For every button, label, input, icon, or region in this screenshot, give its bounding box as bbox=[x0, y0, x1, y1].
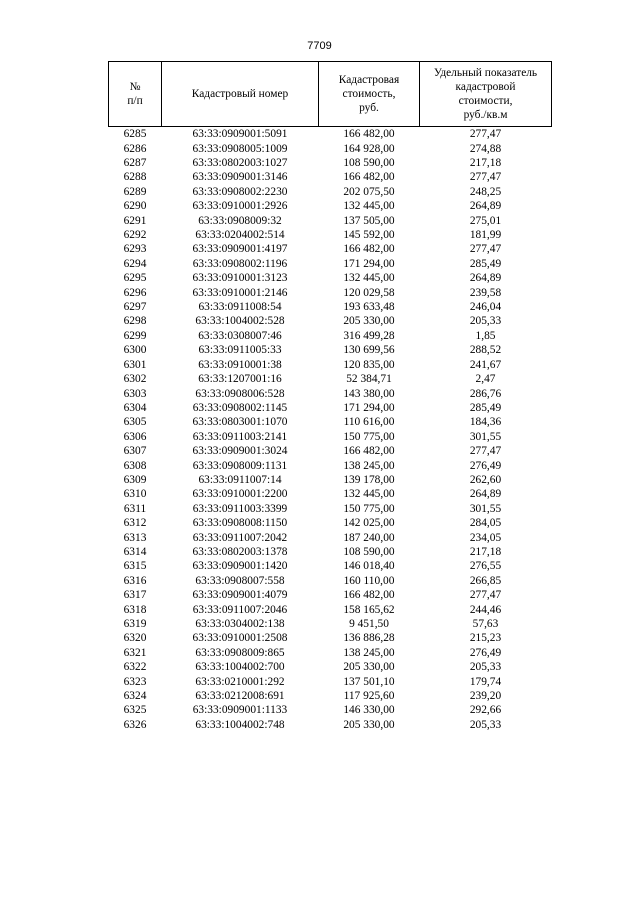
cadastral-number-cell: 63:33:0911003:2141 bbox=[192, 430, 288, 443]
header-unit-line1: Удельный показатель bbox=[433, 67, 538, 79]
row-number-cell: 6303 bbox=[123, 387, 147, 400]
cadastral-number-cell: 63:33:1004002:528 bbox=[195, 315, 285, 328]
unit-value-cell: 205,33 bbox=[469, 718, 502, 731]
row-number-cell: 6306 bbox=[123, 430, 147, 443]
unit-value-cell: 1,85 bbox=[475, 329, 496, 342]
row-number-cell: 6304 bbox=[123, 401, 147, 414]
table-row bbox=[109, 430, 552, 444]
row-number-cell: 6325 bbox=[123, 704, 147, 717]
row-number-cell: 6301 bbox=[123, 358, 147, 371]
unit-value-cell: 205,33 bbox=[469, 315, 502, 328]
cadastral-value-cell: 205 330,00 bbox=[343, 718, 395, 731]
table-row bbox=[109, 631, 552, 645]
cadastral-value-cell: 150 775,00 bbox=[343, 502, 395, 515]
cadastral-value-cell: 202 075,50 bbox=[343, 185, 395, 198]
cadastral-number-cell: 63:33:0908002:1196 bbox=[192, 257, 288, 270]
cadastral-number-cell: 63:33:0910001:2508 bbox=[192, 632, 288, 645]
cadastral-value-cell: 132 445,00 bbox=[343, 200, 395, 213]
cadastral-value-cell: 145 592,00 bbox=[343, 229, 395, 242]
row-number-cell: 6319 bbox=[123, 618, 147, 631]
cadastral-value-cell: 120 835,00 bbox=[343, 358, 395, 371]
cadastral-number-cell: 63:33:0909001:3146 bbox=[192, 171, 288, 184]
cadastral-number-cell: 63:33:0210001:292 bbox=[195, 675, 285, 688]
cadastral-number-cell: 63:33:0908009:32 bbox=[198, 214, 282, 227]
cadastral-value-cell: 120 029,58 bbox=[343, 286, 395, 299]
unit-value-cell: 246,04 bbox=[469, 301, 502, 314]
table-row bbox=[109, 213, 552, 227]
cadastral-number-cell: 63:33:1207001:16 bbox=[198, 373, 282, 386]
table-row bbox=[109, 242, 552, 256]
unit-value-cell: 244,46 bbox=[469, 603, 502, 616]
row-number-cell: 6307 bbox=[123, 445, 147, 458]
unit-value-cell: 285,49 bbox=[469, 257, 502, 270]
cadastral-number-cell: 63:33:0304002:138 bbox=[195, 618, 285, 631]
row-number-cell: 6312 bbox=[123, 517, 147, 530]
table-row bbox=[109, 718, 552, 732]
table-row bbox=[109, 199, 552, 213]
cadastral-number-cell: 63:33:0909001:5091 bbox=[192, 128, 288, 141]
cadastral-number-cell: 63:33:0908007:558 bbox=[195, 574, 285, 587]
cadastral-value-cell: 160 110,00 bbox=[343, 574, 395, 587]
cadastral-value-cell: 205 330,00 bbox=[343, 315, 395, 328]
cadastral-number-cell: 63:33:0911003:3399 bbox=[192, 502, 288, 515]
table-row bbox=[109, 285, 552, 299]
table-row bbox=[109, 358, 552, 372]
row-number-cell: 6324 bbox=[123, 690, 147, 703]
cadastral-number-cell: 63:33:0911007:2042 bbox=[192, 531, 288, 544]
table-row bbox=[109, 185, 552, 199]
row-number-cell: 6314 bbox=[123, 545, 147, 558]
table-row bbox=[109, 257, 552, 271]
header-value-line1: Кадастровая bbox=[338, 74, 400, 86]
unit-value-cell: 276,49 bbox=[469, 459, 502, 472]
header-num-line1: № bbox=[129, 81, 141, 93]
table-row bbox=[109, 300, 552, 314]
cadastral-value-cell: 108 590,00 bbox=[343, 545, 395, 558]
unit-value-cell: 264,89 bbox=[469, 488, 502, 501]
table-row bbox=[109, 444, 552, 458]
table-row bbox=[109, 617, 552, 631]
cadastral-number-cell: 63:33:0911008:54 bbox=[198, 301, 282, 314]
unit-value-cell: 57,63 bbox=[472, 618, 499, 631]
cadastral-number-cell: 63:33:0910001:2926 bbox=[192, 200, 288, 213]
header-cadastral-label: Кадастровый номер bbox=[191, 88, 289, 100]
unit-value-cell: 239,20 bbox=[469, 690, 502, 703]
cadastral-number-cell: 63:33:0909001:3024 bbox=[192, 445, 288, 458]
cadastral-value-cell: 9 451,50 bbox=[349, 618, 389, 631]
unit-value-cell: 284,05 bbox=[469, 517, 502, 530]
cadastral-number-cell: 63:33:0908006:528 bbox=[195, 387, 285, 400]
cadastral-value-cell: 205 330,00 bbox=[343, 661, 395, 674]
row-number-cell: 6311 bbox=[123, 502, 147, 515]
unit-value-cell: 277,47 bbox=[469, 243, 502, 256]
cadastral-number-cell: 63:33:0911007:14 bbox=[198, 473, 282, 486]
table-row bbox=[109, 329, 552, 343]
row-number-cell: 6298 bbox=[123, 315, 147, 328]
unit-value-cell: 217,18 bbox=[469, 545, 502, 558]
unit-value-cell: 217,18 bbox=[469, 157, 502, 170]
unit-value-cell: 2,47 bbox=[475, 373, 496, 386]
cadastral-number-cell: 63:33:1004002:700 bbox=[195, 661, 285, 674]
table-row bbox=[109, 372, 552, 386]
unit-value-cell: 277,47 bbox=[469, 445, 502, 458]
cadastral-number-cell: 63:33:0910001:3123 bbox=[192, 272, 288, 285]
cadastral-value-cell: 137 501,10 bbox=[343, 675, 395, 688]
table-row bbox=[109, 516, 552, 530]
unit-value-cell: 274,88 bbox=[469, 142, 502, 155]
cadastral-value-cell: 138 245,00 bbox=[343, 459, 395, 472]
cadastral-value-cell: 158 165,62 bbox=[343, 603, 395, 616]
cadastral-value-cell: 166 482,00 bbox=[343, 589, 395, 602]
cadastral-number-cell: 63:33:0910001:2200 bbox=[192, 488, 288, 501]
cadastral-value-cell: 146 018,40 bbox=[343, 560, 395, 573]
cadastral-value-cell: 143 380,00 bbox=[343, 387, 395, 400]
header-unit-line4: руб./кв.м bbox=[463, 109, 508, 121]
row-number-cell: 6316 bbox=[123, 574, 147, 587]
cadastral-number-cell: 63:33:0908002:2230 bbox=[192, 185, 288, 198]
row-number-cell: 6297 bbox=[123, 301, 147, 314]
row-number-cell: 6286 bbox=[123, 142, 147, 155]
row-number-cell: 6313 bbox=[123, 531, 147, 544]
header-unit-line2: кадастровой bbox=[455, 81, 516, 93]
unit-value-cell: 286,76 bbox=[469, 387, 502, 400]
unit-value-cell: 184,36 bbox=[469, 416, 502, 429]
unit-value-cell: 301,55 bbox=[469, 502, 502, 515]
row-number-cell: 6285 bbox=[123, 128, 147, 141]
table-row bbox=[109, 141, 552, 155]
row-number-cell: 6321 bbox=[123, 646, 147, 659]
cadastral-number-cell: 63:33:0910001:38 bbox=[198, 358, 282, 371]
cadastral-number-cell: 63:33:0204002:514 bbox=[195, 229, 285, 242]
row-number-cell: 6296 bbox=[123, 286, 147, 299]
unit-value-cell: 266,85 bbox=[469, 574, 502, 587]
row-number-cell: 6305 bbox=[123, 416, 147, 429]
unit-value-cell: 264,89 bbox=[469, 200, 502, 213]
unit-value-cell: 181,99 bbox=[469, 229, 502, 242]
table-row bbox=[109, 588, 552, 602]
cadastral-value-cell: 52 384,71 bbox=[346, 373, 392, 386]
cadastral-table bbox=[108, 61, 552, 732]
table-row bbox=[109, 343, 552, 357]
table-row bbox=[109, 473, 552, 487]
header-cadastral-number bbox=[162, 62, 319, 127]
cadastral-value-cell: 166 482,00 bbox=[343, 171, 395, 184]
cadastral-number-cell: 63:33:1004002:748 bbox=[195, 718, 285, 731]
row-number-cell: 6317 bbox=[123, 589, 147, 602]
header-cadastral-value bbox=[319, 62, 420, 127]
cadastral-value-cell: 132 445,00 bbox=[343, 272, 395, 285]
cadastral-number-cell: 63:33:0908009:865 bbox=[195, 646, 285, 659]
table-body bbox=[109, 127, 552, 733]
cadastral-value-cell: 130 699,56 bbox=[343, 344, 395, 357]
unit-value-cell: 215,23 bbox=[469, 632, 502, 645]
cadastral-value-cell: 171 294,00 bbox=[343, 257, 395, 270]
unit-value-cell: 277,47 bbox=[469, 171, 502, 184]
table-row bbox=[109, 228, 552, 242]
table-row bbox=[109, 127, 552, 142]
cadastral-number-cell: 63:33:0908009:1131 bbox=[192, 459, 288, 472]
table-row bbox=[109, 703, 552, 717]
table-row bbox=[109, 415, 552, 429]
unit-value-cell: 248,25 bbox=[469, 185, 502, 198]
table-row bbox=[109, 574, 552, 588]
unit-value-cell: 241,67 bbox=[469, 358, 502, 371]
table-row bbox=[109, 660, 552, 674]
unit-value-cell: 301,55 bbox=[469, 430, 502, 443]
header-value-line3: руб. bbox=[359, 102, 379, 114]
cadastral-value-cell: 137 505,00 bbox=[343, 214, 395, 227]
table-row bbox=[109, 502, 552, 516]
cadastral-value-cell: 117 925,60 bbox=[343, 690, 395, 703]
row-number-cell: 6289 bbox=[123, 185, 147, 198]
row-number-cell: 6291 bbox=[123, 214, 147, 227]
row-number-cell: 6320 bbox=[123, 632, 147, 645]
header-row bbox=[109, 62, 552, 127]
table-row bbox=[109, 401, 552, 415]
cadastral-value-cell: 108 590,00 bbox=[343, 157, 395, 170]
row-number-cell: 6308 bbox=[123, 459, 147, 472]
table-row bbox=[109, 689, 552, 703]
row-number-cell: 6315 bbox=[123, 560, 147, 573]
table-row bbox=[109, 156, 552, 170]
row-number-cell: 6293 bbox=[123, 243, 147, 256]
cadastral-value-cell: 166 482,00 bbox=[343, 445, 395, 458]
cadastral-number-cell: 63:33:0308007:46 bbox=[198, 329, 282, 342]
table-row bbox=[109, 271, 552, 285]
table-row bbox=[109, 458, 552, 472]
unit-value-cell: 276,49 bbox=[469, 646, 502, 659]
unit-value-cell: 275,01 bbox=[469, 214, 502, 227]
row-number-cell: 6287 bbox=[123, 157, 147, 170]
header-unit-line3: стоимости, bbox=[458, 95, 513, 107]
row-number-cell: 6300 bbox=[123, 344, 147, 357]
row-number-cell: 6292 bbox=[123, 229, 147, 242]
cadastral-number-cell: 63:33:0911005:33 bbox=[198, 344, 282, 357]
unit-value-cell: 262,60 bbox=[469, 473, 502, 486]
table-row bbox=[109, 386, 552, 400]
unit-value-cell: 205,33 bbox=[469, 661, 502, 674]
row-number-cell: 6302 bbox=[123, 373, 147, 386]
row-number-cell: 6309 bbox=[123, 473, 147, 486]
table-row bbox=[109, 559, 552, 573]
cadastral-number-cell: 63:33:0802003:1378 bbox=[192, 545, 288, 558]
cadastral-number-cell: 63:33:0212008:691 bbox=[195, 690, 285, 703]
cadastral-number-cell: 63:33:0911007:2046 bbox=[192, 603, 288, 616]
row-number-cell: 6310 bbox=[123, 488, 147, 501]
unit-value-cell: 285,49 bbox=[469, 401, 502, 414]
cadastral-value-cell: 166 482,00 bbox=[343, 128, 395, 141]
cadastral-number-cell: 63:33:0909001:1133 bbox=[192, 704, 288, 717]
cadastral-value-cell: 166 482,00 bbox=[343, 243, 395, 256]
header-unit-value bbox=[420, 62, 552, 127]
row-number-cell: 6299 bbox=[123, 329, 147, 342]
unit-value-cell: 277,47 bbox=[469, 128, 502, 141]
row-number-cell: 6288 bbox=[123, 171, 147, 184]
row-number-cell: 6294 bbox=[123, 257, 147, 270]
cadastral-number-cell: 63:33:0908005:1009 bbox=[192, 142, 288, 155]
cadastral-value-cell: 138 245,00 bbox=[343, 646, 395, 659]
table-row bbox=[109, 314, 552, 328]
row-number-cell: 6326 bbox=[123, 718, 147, 731]
cadastral-number-cell: 63:33:0908008:1150 bbox=[192, 517, 288, 530]
cadastral-number-cell: 63:33:0803001:1070 bbox=[192, 416, 288, 429]
cadastral-number-cell: 63:33:0910001:2146 bbox=[192, 286, 288, 299]
row-number-cell: 6295 bbox=[123, 272, 147, 285]
cadastral-number-cell: 63:33:0909001:1420 bbox=[192, 560, 288, 573]
row-number-cell: 6290 bbox=[123, 200, 147, 213]
cadastral-value-cell: 136 886,28 bbox=[343, 632, 395, 645]
unit-value-cell: 277,47 bbox=[469, 589, 502, 602]
cadastral-number-cell: 63:33:0908002:1145 bbox=[192, 401, 288, 414]
header-num-line2: п/п bbox=[127, 95, 143, 107]
cadastral-value-cell: 146 330,00 bbox=[343, 704, 395, 717]
cadastral-value-cell: 164 928,00 bbox=[343, 142, 395, 155]
table-row bbox=[109, 170, 552, 184]
header-value-line2: стоимость, bbox=[342, 88, 396, 100]
cadastral-value-cell: 316 499,28 bbox=[343, 329, 395, 342]
cadastral-value-cell: 110 616,00 bbox=[343, 416, 395, 429]
row-number-cell: 6323 bbox=[123, 675, 147, 688]
table-row bbox=[109, 674, 552, 688]
table-row bbox=[109, 530, 552, 544]
cadastral-value-cell: 187 240,00 bbox=[343, 531, 395, 544]
header-row-number bbox=[109, 62, 162, 127]
cadastral-value-cell: 171 294,00 bbox=[343, 401, 395, 414]
unit-value-cell: 239,58 bbox=[469, 286, 502, 299]
cadastral-value-cell: 142 025,00 bbox=[343, 517, 395, 530]
table-row bbox=[109, 646, 552, 660]
unit-value-cell: 234,05 bbox=[469, 531, 502, 544]
cadastral-number-cell: 63:33:0802003:1027 bbox=[192, 157, 288, 170]
page-number: 7709 bbox=[307, 40, 332, 52]
row-number-cell: 6322 bbox=[123, 661, 147, 674]
unit-value-cell: 264,89 bbox=[469, 272, 502, 285]
unit-value-cell: 288,52 bbox=[469, 344, 502, 357]
row-number-cell: 6318 bbox=[123, 603, 147, 616]
cadastral-number-cell: 63:33:0909001:4079 bbox=[192, 589, 288, 602]
unit-value-cell: 292,66 bbox=[469, 704, 502, 717]
table-row bbox=[109, 545, 552, 559]
cadastral-number-cell: 63:33:0909001:4197 bbox=[192, 243, 288, 256]
cadastral-value-cell: 139 178,00 bbox=[343, 473, 395, 486]
table-row bbox=[109, 487, 552, 501]
unit-value-cell: 179,74 bbox=[469, 675, 502, 688]
cadastral-value-cell: 150 775,00 bbox=[343, 430, 395, 443]
unit-value-cell: 276,55 bbox=[469, 560, 502, 573]
cadastral-value-cell: 132 445,00 bbox=[343, 488, 395, 501]
table-row bbox=[109, 602, 552, 616]
cadastral-value-cell: 193 633,48 bbox=[343, 301, 395, 314]
